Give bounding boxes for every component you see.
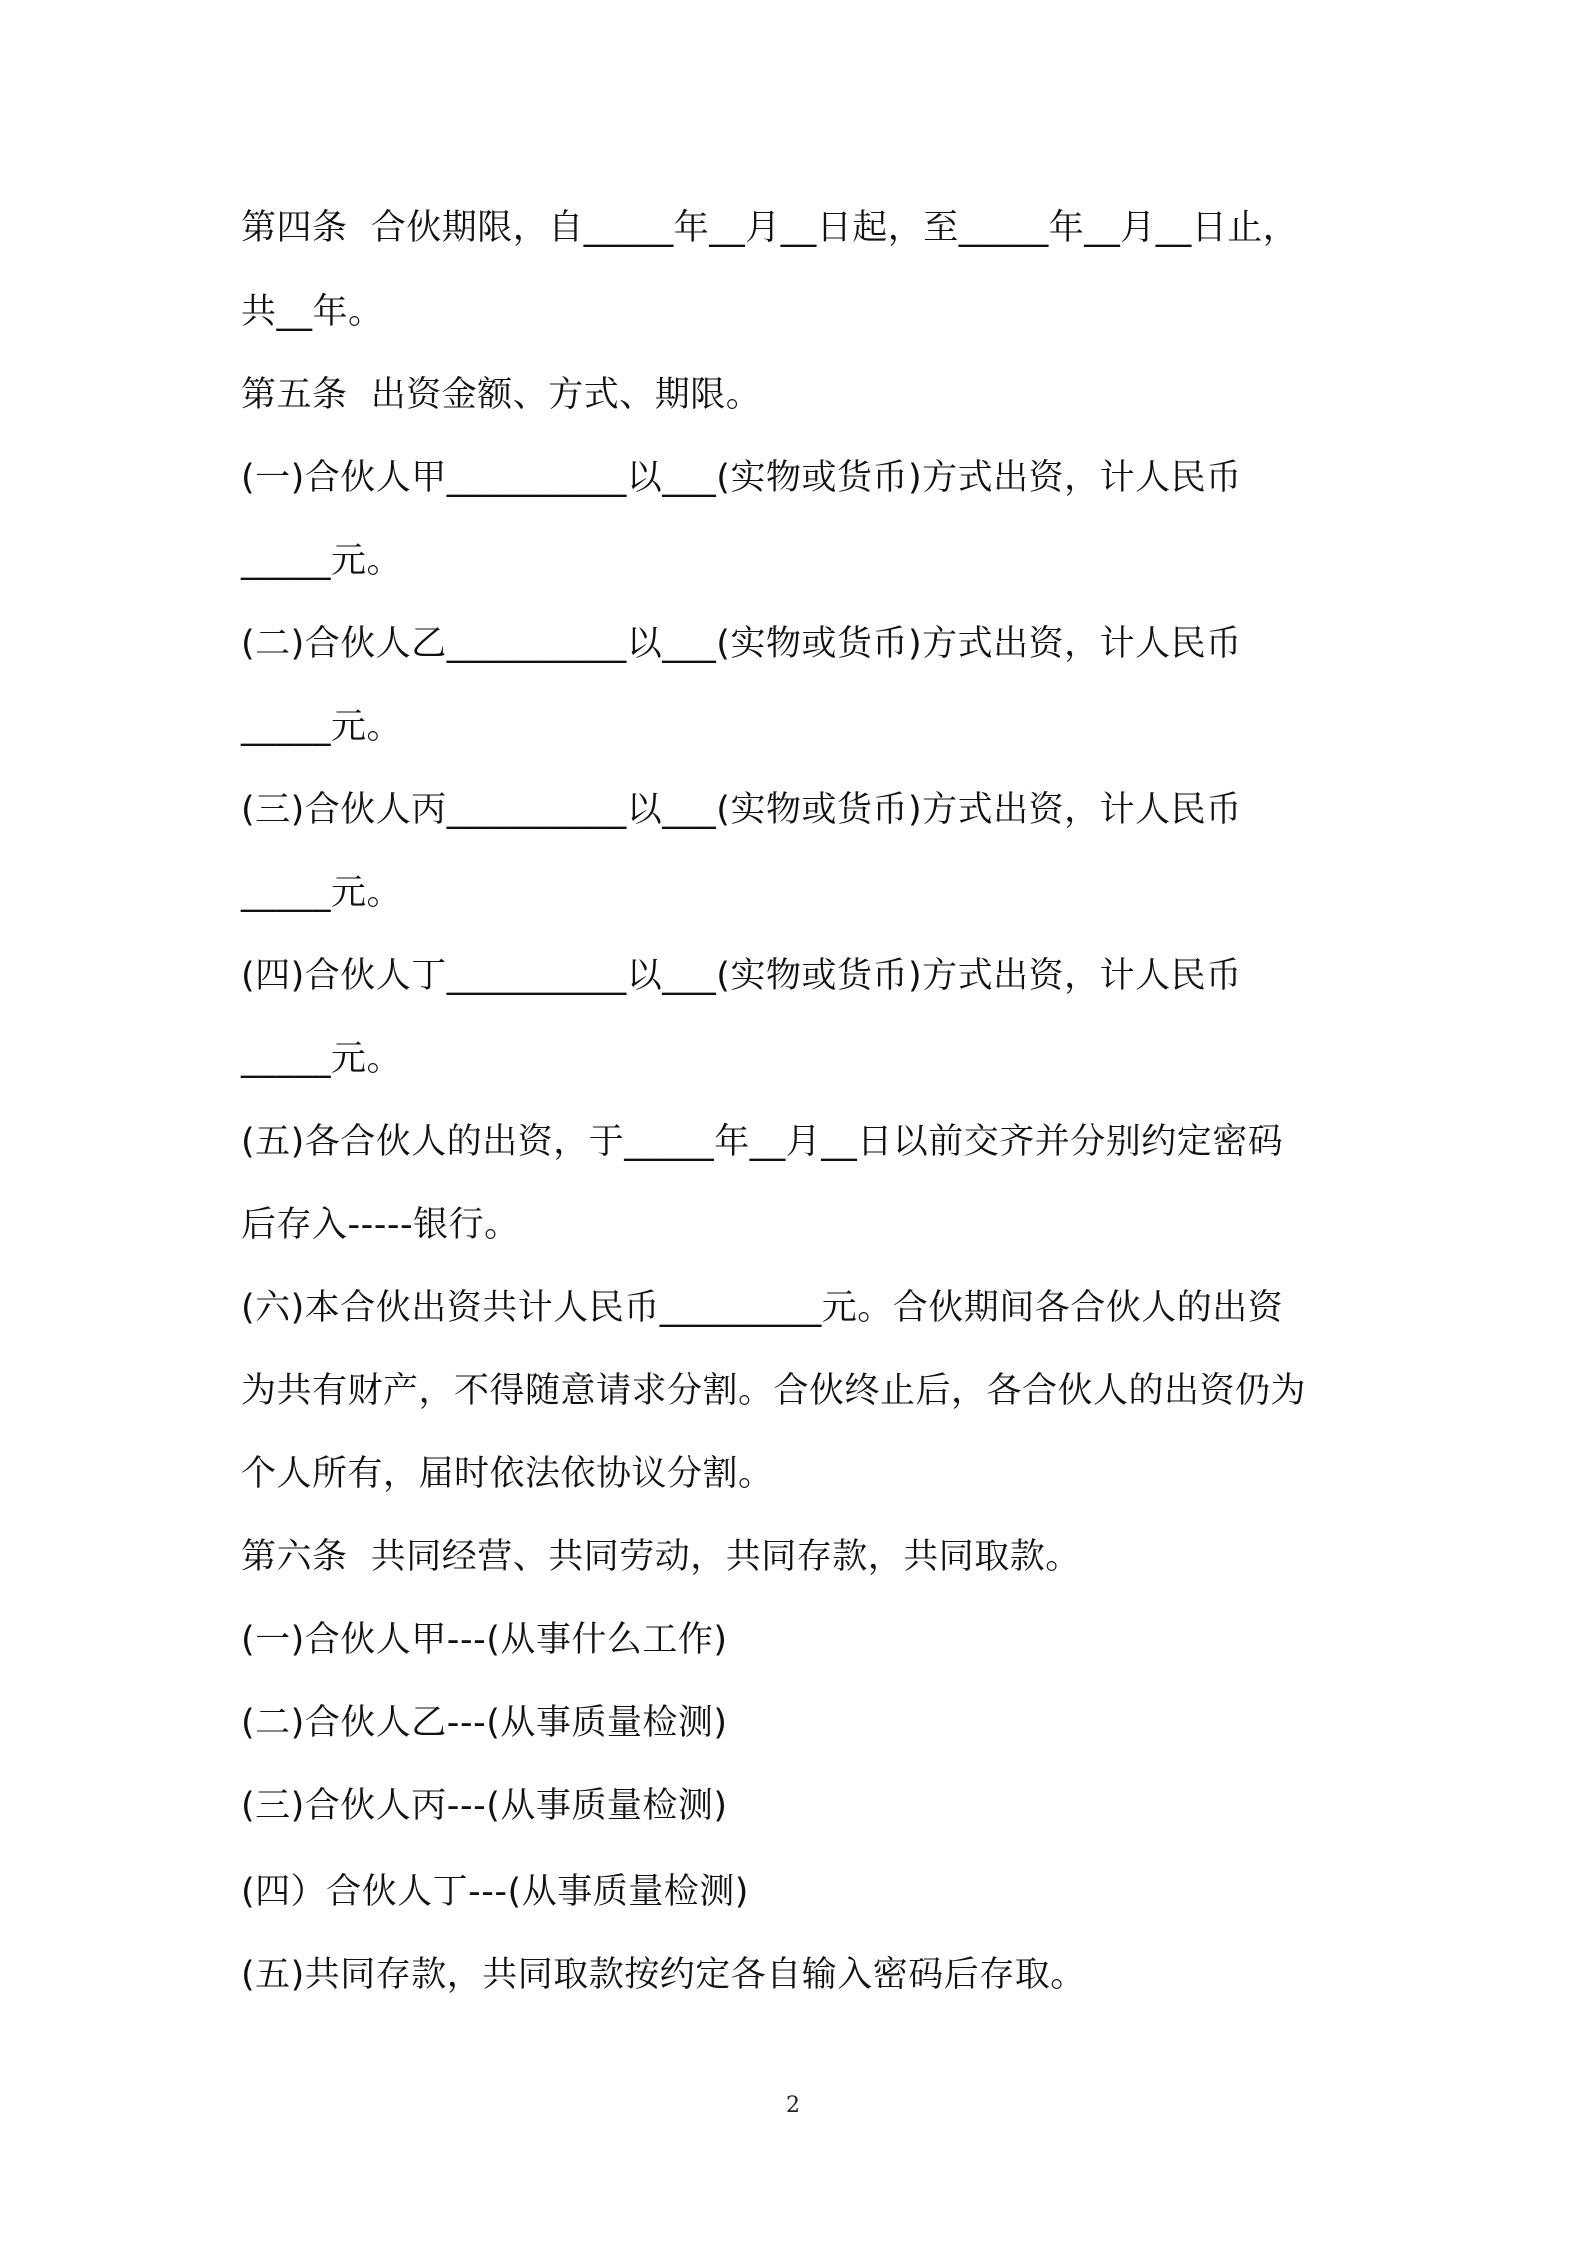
total-capital-line-3: 个人所有，届时依法依协议分割。 [241, 1454, 774, 1494]
partner-d-contribution-line-1: (四)合伙人丁__________以___(实物或货币)方式出资，计人民币 [241, 956, 1242, 996]
partner-d-duty: (四）合伙人丁---(从事质量检测) [241, 1872, 749, 1912]
partner-c-contribution-line-1: (三)合伙人丙__________以___(实物或货币)方式出资，计人民币 [241, 790, 1242, 830]
partner-d-contribution-line-2: _____元。 [241, 1039, 403, 1079]
partner-a-contribution-line-1: (一)合伙人甲__________以___(实物或货币)方式出资，计人民币 [241, 458, 1242, 498]
article-4-line-1: 第四条 合伙期限，自_____年__月__日起，至_____年__月__日止， [241, 208, 1299, 248]
contribution-deadline-line-1: (五)各合伙人的出资，于_____年__月__日以前交齐并分别约定密码 [241, 1122, 1284, 1162]
partner-b-duty: (二)合伙人乙---(从事质量检测) [241, 1703, 728, 1743]
partner-c-contribution-line-2: _____元。 [241, 873, 403, 913]
total-capital-line-2: 为共有财产，不得随意请求分割。合伙终止后，各合伙人的出资仍为 [241, 1371, 1307, 1411]
contribution-deadline-line-2: 后存入-----银行。 [241, 1205, 520, 1245]
joint-deposit-withdrawal: (五)共同存款，共同取款按约定各自输入密码后存取。 [241, 1955, 1086, 1995]
partner-b-contribution-line-2: _____元。 [241, 707, 403, 747]
total-capital-line-1: (六)本合伙出资共计人民币_________元。合伙期间各合伙人的出资 [241, 1288, 1284, 1328]
article-6-heading: 第六条 共同经营、共同劳动，共同存款，共同取款。 [241, 1537, 1081, 1577]
partner-b-contribution-line-1: (二)合伙人乙__________以___(实物或货币)方式出资，计人民币 [241, 624, 1242, 664]
partner-a-contribution-line-2: _____元。 [241, 541, 403, 581]
partner-a-duty: (一)合伙人甲---(从事什么工作) [241, 1620, 728, 1660]
article-4-line-2: 共__年。 [241, 292, 384, 332]
partner-c-duty: (三)合伙人丙---(从事质量检测) [241, 1786, 728, 1826]
article-5-heading: 第五条 出资金额、方式、期限。 [241, 375, 762, 415]
page-number: 2 [786, 2093, 800, 2118]
